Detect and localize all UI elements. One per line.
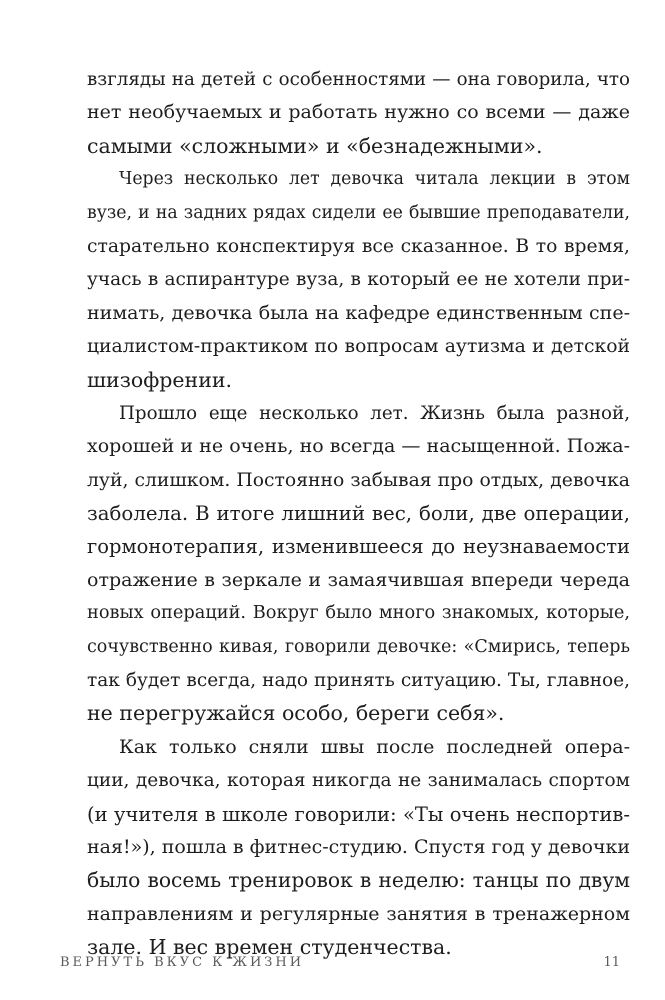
text-line: Через несколько лет девочка читала лекции в этом (119, 169, 630, 190)
text-line: сочувственно кивая, говорили девочке: «Смирись, теперь (87, 636, 630, 657)
text-line: нет необучаемых и работать нужно со всеми — даже (87, 101, 630, 124)
text-line: зале. И вес времен студенчества. (87, 935, 452, 960)
text-line: старательно конспектируя все сказанное. В то время, (87, 235, 630, 257)
text-line: заболела. В итоге лишний вес, боли, две операции, (87, 502, 630, 526)
text-line: было восемь тренировок в неделю: танцы по двум (87, 868, 630, 893)
text-line: Как только сняли швы после последней опера- (119, 735, 630, 758)
text-line: новых операций. Вокруг было много знакомых, которые, (87, 603, 630, 624)
text-line: учась в аспирантуре вуза, в который ее не хотели при- (87, 269, 630, 291)
text-line: шизофрении. (87, 367, 233, 392)
text-line: так будет всегда, надо принять ситуацию. Ты, главное, (87, 670, 630, 692)
text-line: самыми «сложными» и «безнадежными». (87, 133, 543, 158)
text-line: (и учителя в школе говорили: «Ты очень неспортив- (87, 802, 630, 826)
text-line: отражение в зеркале и замаячившая впереди череда (87, 568, 630, 591)
text-line: не перегружайся особо, береги себя». (87, 701, 505, 726)
body-text (87, 63, 630, 965)
text-line: ная!»), пошла в фитнес-студию. Спустя год у девочки (87, 835, 631, 858)
text-line: взгляды на детей с особенностями — она говорила, что (87, 69, 630, 90)
text-line: циалистом-практиком по вопросам аутизма и детской (87, 336, 630, 358)
text-line: луй, слишком. Постоянно забывая про отдых, девочка (87, 469, 630, 491)
text-line: направлениям и регулярные занятия в тренажерном (87, 902, 630, 925)
text-line: вузе, и на задних рядах сидели ее бывшие преподаватели, (87, 202, 630, 223)
text-line: гормонотерапия, изменившееся до неузнаваемости (87, 535, 630, 559)
running-title: ВЕРНУТЬ ВКУС К ЖИЗНИ (60, 955, 305, 970)
text-line: нимать, девочка была на кафедре единственным спе- (87, 301, 630, 324)
text-line: хорошей и не очень, но всегда — насыщенной. Пожа- (87, 435, 630, 458)
text-line: Прошло еще несколько лет. Жизнь была разной, (119, 402, 630, 424)
page-number: 11 (603, 955, 620, 970)
text-line: ции, девочка, которая никогда не занималась спортом (87, 770, 630, 792)
